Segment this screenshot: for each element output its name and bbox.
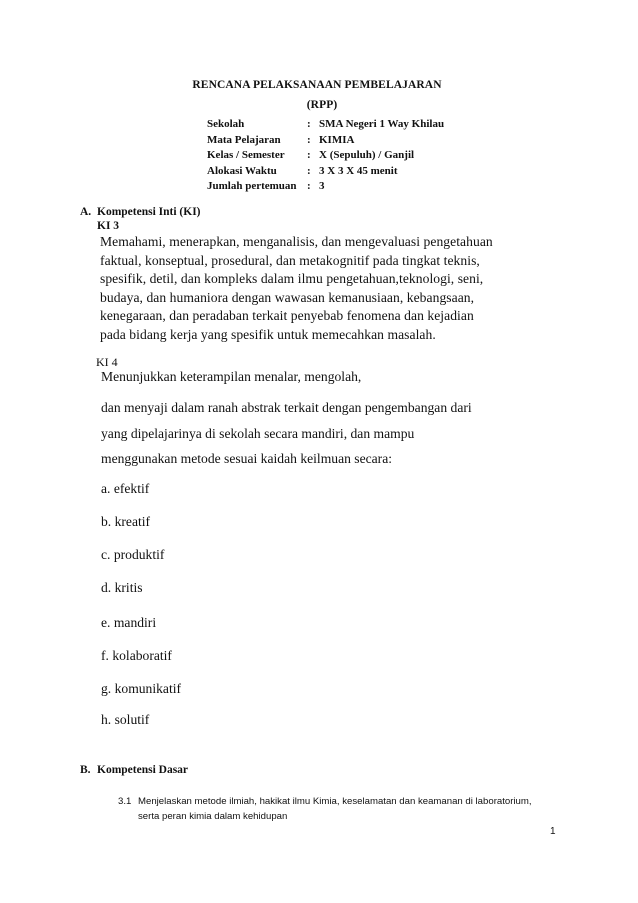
meta-value: 3 X 3 X 45 menit (319, 164, 398, 177)
meta-row-kelas-semester (207, 148, 444, 164)
ki3-line: Memahami, menerapkan, menganalisis, dan mengevaluasi pengetahuan (100, 234, 493, 249)
document-meta (207, 117, 444, 195)
meta-colon: : (307, 149, 311, 161)
ki3-line: kenegaraan, dan peradaban terkait penyebab fenomena dan kejadian (100, 308, 474, 324)
meta-value: 3 (319, 180, 325, 192)
meta-value: SMA Negeri 1 Way Khilau (319, 118, 445, 130)
meta-colon: : (307, 164, 311, 177)
ki4-item: f. kolaboratif (101, 648, 172, 663)
meta-row-jumlah-pertemuan (207, 179, 444, 195)
kd-item (118, 795, 532, 824)
meta-colon: : (307, 118, 311, 130)
meta-label: Mata Pelajaran (207, 133, 281, 146)
section-letter: B. (80, 764, 91, 776)
section-a-heading (80, 206, 201, 218)
document-title: RENCANA PELAKSANAAN PEMBELAJARAN (192, 79, 442, 91)
page-number: 1 (550, 826, 556, 837)
section-title: Kompetensi Inti (KI) (97, 206, 201, 218)
document-subtitle: (RPP) (306, 99, 338, 111)
ki4-label: KI 4 (96, 355, 118, 369)
ki3-line: budaya, dan humaniora dengan wawasan kemanusiaan, kebangsaan, (100, 289, 475, 305)
meta-label: Kelas / Semester (207, 149, 285, 161)
ki4-item: h. solutif (101, 712, 150, 727)
ki3-line: spesifik, detil, dan kompleks dalam ilmu pengetahuan,teknologi, seni, (100, 271, 484, 287)
kd-line: serta peran kimia dalam kehidupan (138, 810, 288, 822)
ki3-paragraph (100, 233, 570, 345)
meta-label: Sekolah (207, 118, 245, 130)
section-letter: A. (80, 206, 92, 218)
meta-value: X (Sepuluh) / Ganjil (319, 149, 415, 161)
kd-number: 3.1 (118, 796, 132, 807)
meta-row-alokasi-waktu (207, 164, 444, 180)
ki4-line: dan menyaji dalam ranah abstrak terkait dengan pengembangan dari (101, 400, 472, 415)
ki4-line: yang dipelajarinya di sekolah secara mandiri, dan mampu (101, 426, 415, 441)
ki3-label: KI 3 (97, 220, 120, 232)
meta-row-sekolah (207, 117, 444, 133)
ki4-line: menggunakan metode sesuai kaidah keilmuan secara: (101, 451, 393, 466)
ki4-item: b. kreatif (101, 514, 151, 529)
meta-label: Jumlah pertemuan (207, 180, 297, 192)
meta-row-mata-pelajaran (207, 133, 444, 149)
ki4-item: g. komunikatif (101, 681, 182, 696)
ki4-item: e. mandiri (101, 615, 157, 630)
ki4-line: Menunjukkan keterampilan menalar, mengolah, (101, 369, 362, 384)
meta-label: Alokasi Waktu (207, 164, 277, 177)
ki3-line: pada bidang kerja yang spesifik untuk memecahkan masalah. (100, 326, 436, 342)
meta-value: KIMIA (319, 133, 355, 146)
section-title: Kompetensi Dasar (97, 764, 189, 776)
ki4-item: a. efektif (101, 481, 150, 496)
section-b-heading (80, 764, 188, 776)
ki4-item: c. produktif (101, 547, 165, 562)
ki3-line: faktual, konseptual, prosedural, dan metakognitif pada tingkat teknis, (100, 252, 480, 268)
ki4-item: d. kritis (101, 580, 143, 595)
meta-colon: : (307, 133, 311, 146)
kd-line: Menjelaskan metode ilmiah, hakikat ilmu Kimia, keselamatan dan keamanan di laboratorium, (138, 796, 532, 807)
meta-colon: : (307, 180, 311, 192)
